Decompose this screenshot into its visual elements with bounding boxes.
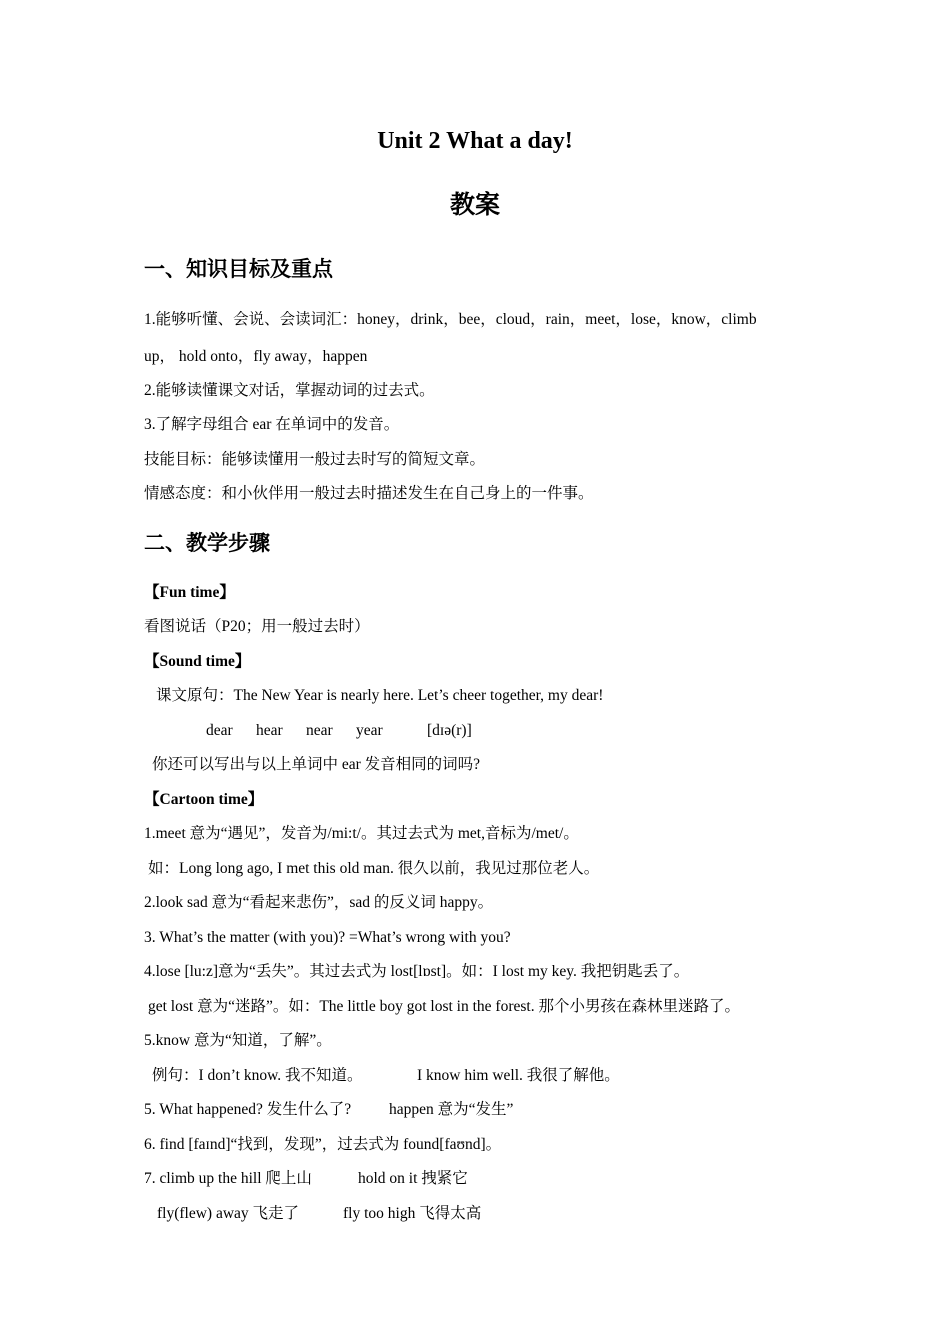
sound-time-sentence: 课文原句：The New Year is nearly here. Let’s cheer together, my dear! <box>156 687 604 704</box>
attitude-goal-line: 情感态度：和小伙伴用一般过去时描述发生在自己身上的一件事。 <box>144 485 594 502</box>
climb-up-hill: 7. climb up the hill 爬上山 <box>144 1170 312 1187</box>
objective-line-1-cont: up， hold onto，fly away，happen <box>144 348 368 365</box>
what-happened: 5. What happened? 发生什么了? <box>144 1101 352 1118</box>
cartoon-time-label: 【Cartoon time】 <box>144 791 264 808</box>
example-know-well: I know him well. 我很了解他。 <box>417 1067 620 1084</box>
phonetic-ear: [dɪə(r)] <box>427 722 472 739</box>
word-year: year <box>356 722 383 739</box>
fly-too-high: fly too high 飞得太高 <box>343 1205 482 1222</box>
cartoon-note-3: 3. What’s the matter (with you)? =What’s wrong with you? <box>144 929 511 946</box>
cartoon-note-5: 5.know 意为“知道，了解”。 <box>144 1032 332 1049</box>
cartoon-note-1-example: 如：Long long ago, I met this old man. 很久以前，我见过那位老人。 <box>148 860 600 877</box>
document-subtitle: 教案 <box>449 190 500 219</box>
skill-goal-line: 技能目标：能够读懂用一般过去时写的简短文章。 <box>144 451 486 468</box>
sound-time-label: 【Sound time】 <box>144 653 251 670</box>
fly-away: fly(flew) away 飞走了 <box>157 1205 300 1222</box>
objective-line-2: 2.能够读懂课文对话，掌握动词的过去式。 <box>144 382 435 399</box>
happen-meaning: happen 意为“发生” <box>389 1101 514 1118</box>
section-heading-steps: 二、教学步骤 <box>144 531 270 555</box>
cartoon-note-7: 6. find [faɪnd]“找到，发现”，过去式为 found[faʊnd]。 <box>144 1136 502 1153</box>
sound-time-words <box>206 721 472 741</box>
word-dear: dear <box>206 722 233 739</box>
hold-on-it: hold on it 拽紧它 <box>358 1170 468 1187</box>
cartoon-note-4: 4.lose [lu:z]意为“丢失”。其过去式为 lost[lɒst]。如：I lost my key. 我把钥匙丢了。 <box>144 963 690 980</box>
cartoon-note-4-get-lost: get lost 意为“迷路”。如：The little boy got lost in the forest. 那个小男孩在森林里迷路了。 <box>148 998 740 1015</box>
fun-time-text: 看图说话（P20；用一般过去时） <box>144 618 370 635</box>
cartoon-note-6 <box>144 1100 513 1120</box>
cartoon-note-1: 1.meet 意为“遇见”，发音为/mi:t/。其过去式为 met,音标为/met/。 <box>144 825 579 842</box>
cartoon-note-8 <box>144 1169 468 1189</box>
cartoon-note-8-cont <box>157 1204 481 1224</box>
fun-time-label: 【Fun time】 <box>144 584 235 601</box>
example-dont-know: 例句：I don’t know. 我不知道。 <box>152 1067 363 1084</box>
document-title: Unit 2 What a day! <box>377 128 573 154</box>
section-heading-objectives: 一、知识目标及重点 <box>144 257 333 281</box>
cartoon-note-5-examples <box>152 1066 620 1086</box>
word-hear: hear <box>256 722 283 739</box>
sound-time-question: 你还可以写出与以上单词中 ear 发音相同的词吗? <box>152 756 481 773</box>
word-near: near <box>306 722 333 739</box>
objective-line-1: 1.能够听懂、会说、会读词汇：honey，drink，bee，cloud，rain，meet，lose，know，climb <box>144 311 757 328</box>
cartoon-note-2: 2.look sad 意为“看起来悲伤”，sad 的反义词 happy。 <box>144 894 494 911</box>
objective-line-3: 3.了解字母组合 ear 在单词中的发音。 <box>144 416 400 433</box>
